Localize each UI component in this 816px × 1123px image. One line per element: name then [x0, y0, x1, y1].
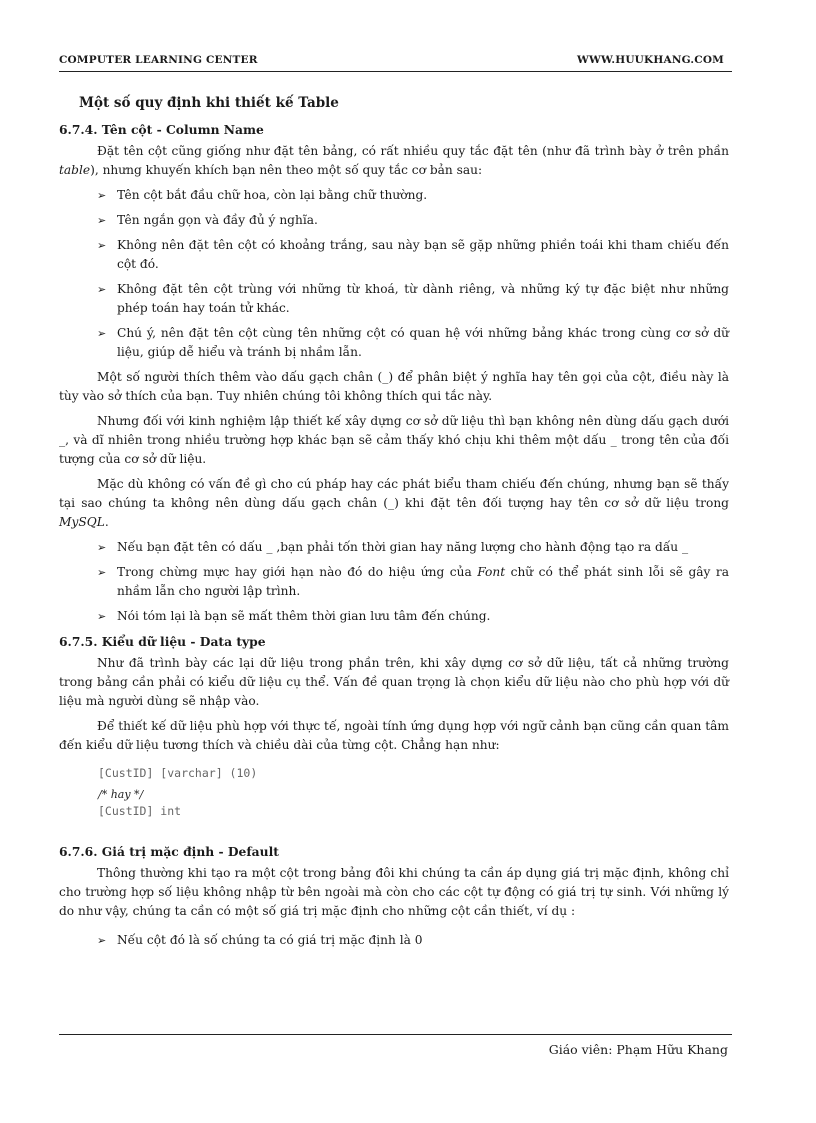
column-name-rules	[59, 186, 729, 362]
list-item	[59, 280, 729, 318]
arrow-bullet-icon: ➢	[97, 541, 107, 554]
code-line: [CustID] int	[98, 804, 182, 818]
header-left: COMPUTER LEARNING CENTER	[59, 54, 258, 66]
text: .	[104, 515, 109, 529]
heading-6-7-6: 6.7.6. Giá trị mặc định - Default	[59, 844, 279, 859]
arrow-bullet-icon: ➢	[97, 566, 107, 579]
list-item	[59, 931, 729, 950]
list-item-text: Không đặt tên cột trùng với những từ khoá, từ dành riêng, và những ký tự đặc biệt như những phép toán hay toán tử khác.	[117, 282, 729, 315]
emphasis: MySQL	[59, 515, 105, 529]
list-item-text: Nếu cột đó là số chúng ta có giá trị mặc định là 0	[117, 933, 423, 947]
code-line: [CustID] [varchar] (10)	[98, 766, 258, 780]
paragraph	[59, 142, 729, 180]
paragraph: Để thiết kế dữ liệu phù hợp với thực tế, ngoài tính ứng dụng hợp với ngữ cảnh bạn cũng cần quan tâm đến kiểu dữ liệu tương thích và chiều dài của từng cột. Chẳng hạn như:	[59, 719, 729, 752]
header-divider	[59, 71, 732, 72]
emphasis: Font	[477, 565, 506, 579]
page-footer: Giáo viên: Phạm Hữu Khang	[548, 1042, 728, 1057]
heading-6-7-5: 6.7.5. Kiểu dữ liệu - Data type	[59, 634, 266, 649]
list-item	[59, 538, 729, 557]
list-item	[59, 563, 729, 601]
paragraph: Thông thường khi tạo ra một cột trong bảng đôi khi chúng ta cần áp dụng giá trị mặc định, không chỉ cho trường hợp số liệu không nhập từ bên ngoài mà còn cho các cột tự động có giá trị tự sinh. Với những lý do như vậy, chúng ta cần có một số giá trị mặc định cho những cột cần thiết, ví dụ :	[59, 866, 729, 918]
default-value-rules	[59, 931, 729, 950]
code-comment: /* hay */	[98, 788, 144, 801]
paragraph: Nhưng đối với kinh nghiệm lập thiết kế xây dựng cơ sở dữ liệu thì bạn không nên dùng dấu gạch dưới _, và dĩ nhiên trong nhiều trường hợp khác bạn sẽ cảm thấy khó chịu khi thêm một dấu _ trong tên của đối tượng của cơ sở dữ liệu.	[59, 414, 729, 466]
arrow-bullet-icon: ➢	[97, 283, 107, 296]
list-item	[59, 211, 729, 230]
paragraph: Như đã trình bày các lại dữ liệu trong phần trên, khi xây dựng cơ sở dữ liệu, tất cả những trường trong bảng cần phải có kiểu dữ liệu cụ thể. Vấn đề quan trọng là chọn kiểu dữ liệu nào cho phù hợp với dữ liệu mà người dùng sẽ nhập vào.	[59, 656, 729, 708]
paragraph: Một số người thích thêm vào dấu gạch chân (_) để phân biệt ý nghĩa hay tên gọi của cột, điều này là tùy vào sở thích của bạn. Tuy nhiên chúng tôi không thích qui tắc này.	[59, 370, 729, 403]
list-item-text: Nói tóm lại là bạn sẽ mất thêm thời gian lưu tâm đến chúng.	[117, 609, 491, 623]
list-item-text: Không nên đặt tên cột có khoảng trắng, sau này bạn sẽ gặp những phiền toái khi tham chiếu đến cột đó.	[117, 238, 729, 271]
page-content	[59, 92, 729, 956]
text: ), nhưng khuyến khích bạn nên theo một số quy tắc cơ bản sau:	[90, 163, 483, 177]
code-example	[98, 765, 729, 820]
heading-6-7-4: 6.7.4. Tên cột - Column Name	[59, 122, 264, 137]
arrow-bullet-icon: ➢	[97, 327, 107, 340]
text: Đặt tên cột cũng giống như đặt tên bảng, có rất nhiều quy tắc đặt tên (như đã trình bày ở trên phần	[97, 144, 729, 158]
arrow-bullet-icon: ➢	[97, 214, 107, 227]
list-item-text: chữ có thể phát sinh lỗi sẽ gây ra nhầm lẫn cho người lập trình.	[117, 565, 729, 598]
list-item	[59, 607, 729, 626]
header-right: WWW.HUUKHANG.COM	[577, 54, 724, 66]
emphasis: table	[59, 163, 91, 177]
underscore-reasons	[59, 538, 729, 626]
footer-divider	[59, 1034, 732, 1035]
text: Mặc dù không có vấn đề gì cho cú pháp hay các phát biểu tham chiếu đến chúng, nhưng bạn sẽ thấy tại sao chúng ta không nên dùng dấu gạch chân (_) khi đặt tên đối tượng hay tên cơ sở dữ liệu trong	[59, 477, 729, 510]
arrow-bullet-icon: ➢	[97, 239, 107, 252]
paragraph	[59, 475, 729, 532]
list-item-text: Trong chừng mực hay giới hạn nào đó do hiệu ứng của	[117, 565, 478, 579]
list-item	[59, 324, 729, 362]
list-item	[59, 186, 729, 205]
section-title: Một số quy định khi thiết kế Table	[79, 95, 339, 111]
list-item-text: Tên ngắn gọn và đầy đủ ý nghĩa.	[117, 213, 318, 227]
arrow-bullet-icon: ➢	[97, 610, 107, 623]
arrow-bullet-icon: ➢	[97, 189, 107, 202]
list-item	[59, 236, 729, 274]
arrow-bullet-icon: ➢	[97, 934, 107, 947]
page-header	[59, 54, 732, 66]
list-item-text: Nếu bạn đặt tên có dấu _ ,bạn phải tốn thời gian hay năng lượng cho hành động tạo ra dấu _	[117, 540, 689, 554]
list-item-text: Chú ý, nên đặt tên cột cùng tên những cột có quan hệ với những bảng khác trong cùng cơ sở dữ liệu, giúp dễ hiểu và tránh bị nhầm lẫn.	[117, 326, 729, 359]
list-item-text: Tên cột bắt đầu chữ hoa, còn lại bằng chữ thường.	[117, 188, 428, 202]
